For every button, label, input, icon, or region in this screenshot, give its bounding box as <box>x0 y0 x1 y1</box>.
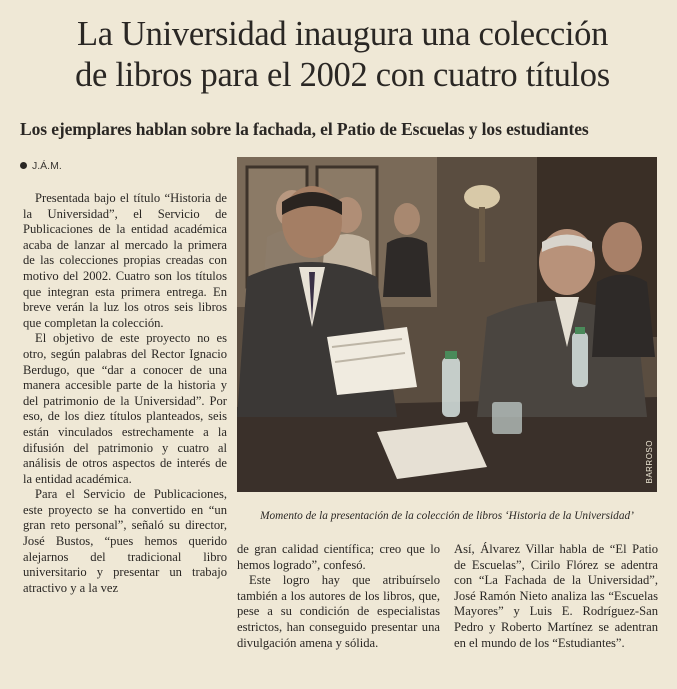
photo-illustration <box>237 157 657 492</box>
photo-credit: BARROSO <box>645 440 654 484</box>
article-column-2 <box>237 542 440 651</box>
paragraph: Este logro hay que atribuírselo también a los autores de los libros, que, pese a su condición de especialistas estrictos, han conseguido presentar una divulgación amena y sólida. <box>237 573 440 650</box>
subheadline: Los ejemplares hablan sobre la fachada, el Patio de Escuelas y los estudiantes <box>20 119 589 139</box>
article-column-3 <box>454 542 658 651</box>
headline <box>20 14 665 96</box>
bullet-icon <box>20 162 27 169</box>
article-column-1 <box>23 191 227 596</box>
paragraph: de gran calidad científica; creo que lo hemos logrado”, confesó. <box>237 542 440 572</box>
byline-author: J.Á.M. <box>32 160 62 172</box>
byline <box>20 160 62 172</box>
headline-line-1: La Universidad inaugura una colección <box>76 15 609 53</box>
paragraph: El objetivo de este proyecto no es otro, según palabras del Rector Ignacio Berdugo, que “dar a conocer de una manera accesible parte de la historia y del patrimonio de la Universidad”. Por eso, de los diez títulos planteados, seis están vinculados estrechamente a la difusión del patrimonio y cuatro al análisis de otros aspectos de interés de la entidad académica. <box>23 331 227 486</box>
news-photo <box>237 157 657 492</box>
headline-line-2: de libros para el 2002 con cuatro títulos <box>75 56 610 94</box>
paragraph: Así, Álvarez Villar habla de “El Patio de Escuelas”, Cirilo Flórez se adentra con “La Fachada de la Universidad”, José Ramón Nieto analiza las “Escuelas Mayores” y Luis E. Rodríguez-San Pedro y Roberto Martínez se adentran en el mundo de los “Estudiantes”. <box>454 542 658 650</box>
photo-caption: Momento de la presentación de la colección de libros ‘Historia de la Universidad’ <box>260 510 634 522</box>
paragraph: Presentada bajo el título “Historia de la Universidad”, el Servicio de Publicaciones de la entidad académica acaba de lanzar al mercado la primera de las colecciones propias creadas con motivo del 2002. Cuatro son los títulos que integran esta primera entrega. En breve verán la luz los otros seis libros que completan la colección. <box>23 191 227 330</box>
paragraph: Para el Servicio de Publicaciones, este proyecto se ha convertido en “un gran reto personal”, señaló su director, José Bustos, “pues hemos querido alejarnos del tradicional libro universitario y presentar un trabajo atractivo y a la vez <box>23 487 227 595</box>
